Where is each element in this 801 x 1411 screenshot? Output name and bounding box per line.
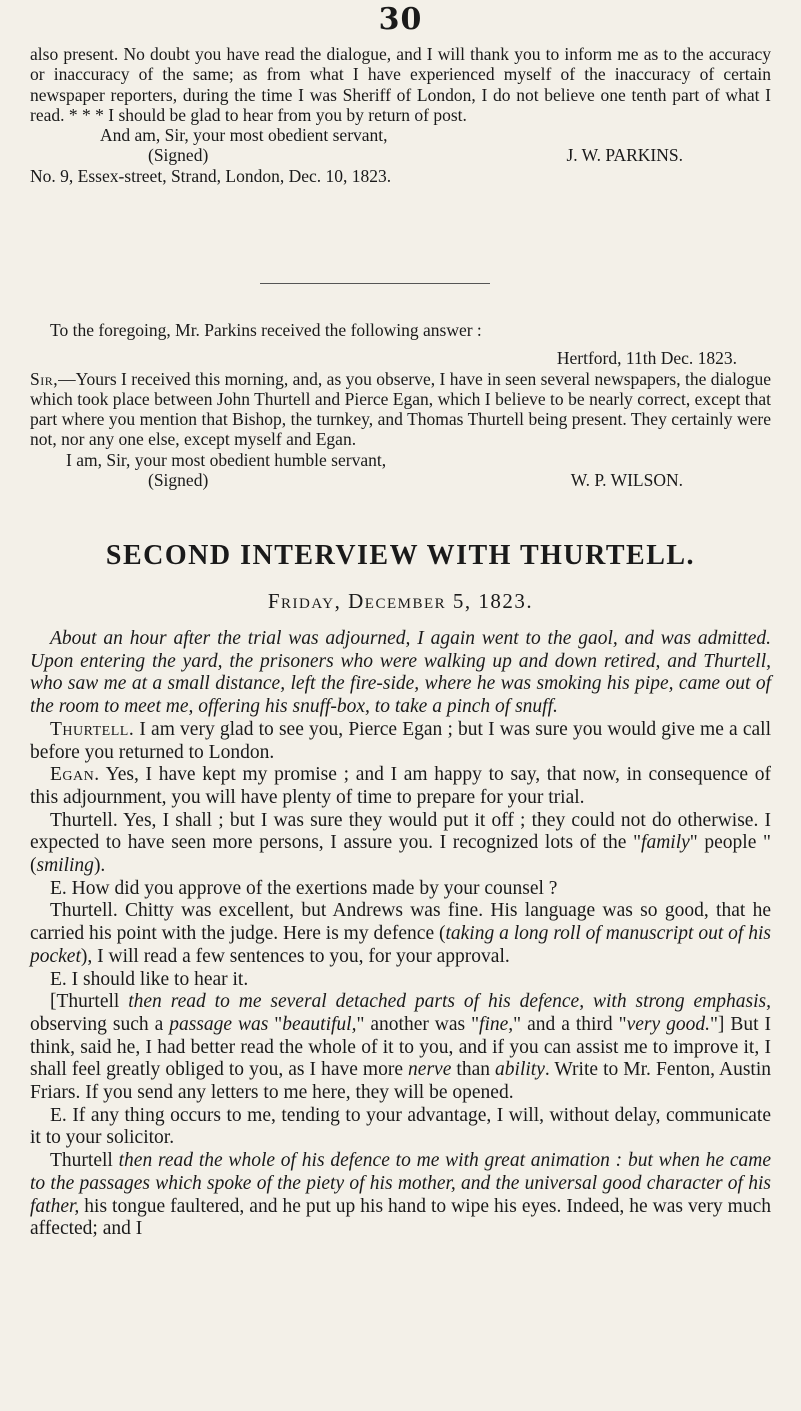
letter-wilson-body [30, 369, 771, 450]
dialogue-line [30, 878, 771, 901]
stage-direction [30, 628, 771, 719]
speech-emphasis: passage was [169, 1013, 269, 1035]
dialogue-line [30, 719, 771, 764]
speech: " and a third " [513, 1013, 627, 1035]
speech: observing such a [30, 1013, 170, 1035]
speech: his tongue faultered, and he put up his hand to wipe his eyes. Indeed, he was very much affected; and I [30, 1195, 771, 1240]
signature-wilson: W. P. WILSON. [570, 470, 683, 491]
speaker-e: E. [50, 968, 67, 990]
dialogue-line [30, 1150, 771, 1241]
speech: Yes, I shall ; but I was sure they would put it off ; they could not do otherwise. I expected to have seen more persons, I assure you. I recognized lots of the " [30, 809, 771, 854]
speech: than [451, 1059, 496, 1081]
speech-emphasis: nerve [408, 1059, 452, 1081]
answer-intro: To the foregoing, Mr. Parkins received the following answer : [50, 320, 482, 340]
dialogue-line [30, 764, 771, 809]
letter-wilson-place-date: Hertford, 11th Dec. 1823. [556, 348, 737, 369]
speech-emphasis: beautiful, [282, 1013, 357, 1035]
letter-parkins [30, 44, 771, 186]
speech: . Write to Mr. Fenton, Austin Friars. If you send any letters to me here, they will be opened. [30, 1059, 771, 1104]
speaker-e: E. [50, 1104, 67, 1126]
page-number: 30 [378, 2, 423, 37]
letter-wilson [30, 320, 771, 490]
speech: Thurtell [50, 1150, 119, 1172]
separator-rule [260, 283, 490, 284]
speech: How did you approve of the exertions made by your counsel ? [71, 877, 558, 899]
speaker-e: E. [50, 877, 67, 899]
speech-emphasis: taking a long roll of manuscript out of his pocket [30, 923, 771, 967]
speech: Chitty was excellent, but Andrews was fine. His language was so good, that he carried his point with the judge. Here is my defence ( [30, 900, 771, 945]
letter-parkins-signature-line [30, 145, 771, 165]
section-date: Friday, December 5, 1823. [267, 589, 534, 613]
speech: ). [93, 855, 106, 877]
speech: I am very glad to see you, Pierce Egan ; but I was sure you would give me a call before you returned to London. [30, 718, 771, 763]
speech: Yes, I have kept my promise ; and I am happy to say, that now, in consequence of this adjournment, you will have plenty of time to prepare for your trial. [30, 764, 771, 808]
speech: " people " ( [30, 832, 771, 877]
speech: "] But I think, said he, I had better read the whole of it to you, and if you can assist me to improve it, I shall feel greatly obliged to you, as I have more [30, 1013, 771, 1081]
letter-wilson-signature-line [30, 470, 771, 490]
speaker-thurtell: Thurtell. [50, 900, 118, 922]
speech-emphasis: then read the whole of his defence to me with great animation : but when he came to the passages which spoke of the piety of his mother, and the universal good character of his father, [30, 1150, 771, 1217]
signed-label: (Signed) [148, 145, 209, 166]
dialogue-line [30, 991, 771, 1105]
letter-parkins-body: also present. No doubt you have read the dialogue, and I will thank you to inform me as to the accuracy or inaccuracy of the same; as from what I have experienced myself of the inaccuracy of certain newspaper reporters, during the time I was Sheriff of London, I do not believe one tenth part of what I read. * * * I should be glad to hear from you by return of post. [30, 44, 771, 125]
speech: I should like to hear it. [71, 968, 249, 990]
speech-emphasis: then read to me several detached parts of his defence, with strong emphasis, [128, 991, 772, 1013]
speech-emphasis: very good. [626, 1013, 710, 1035]
speech-emphasis: family [641, 832, 690, 854]
stage-direction-text: About an hour after the trial was adjourned, I again went to the gaol, and was admitted. Upon entering the yard, the prisoners who were walking up and down retired, and Thurtell, who saw me at a small distance, left the fire-side, where he was smoking his pipe, came out of the room to meet me, offering his snuff-box, to take a pinch of snuff. [30, 628, 771, 718]
section-title: SECOND INTERVIEW WITH THURTELL. [105, 540, 696, 571]
speech: [Thurtell [50, 991, 129, 1013]
speech-emphasis: fine, [479, 1013, 514, 1035]
speech: If any thing occurs to me, tending to your advantage, I will, without delay, communicate it to your solicitor. [30, 1104, 771, 1149]
speech-emphasis: ability [495, 1059, 545, 1081]
speech: " [268, 1013, 283, 1035]
speech: " another was " [356, 1013, 480, 1035]
letter-parkins-address: No. 9, Essex-street, Strand, London, Dec. 10, 1823. [30, 165, 392, 186]
dialogue-line [30, 900, 771, 968]
interview-text [30, 628, 771, 1241]
speaker-thurtell: Thurtell. [50, 718, 135, 740]
signed-label: (Signed) [148, 470, 209, 491]
speech: ), I will read a few sentences to you, for your approval. [80, 945, 510, 967]
speaker-egan: Egan. [50, 764, 100, 786]
dialogue-line [30, 1105, 771, 1150]
letter-parkins-closing: And am, Sir, your most obedient servant, [100, 125, 388, 146]
salutation: Sir, [30, 368, 59, 389]
speech-emphasis: smiling [36, 855, 94, 877]
signature-parkins: J. W. PARKINS. [566, 145, 683, 166]
letter-wilson-closing: I am, Sir, your most obedient humble servant, [66, 449, 387, 470]
letter-wilson-text: —Yours I received this morning, and, as you observe, I have in seen several newspapers, the dialogue which took place between John Thurtell and Pierce Egan, which I believe to be nearly correct, except that part where you mention that Bishop, the turnkey, and Thomas Thurtell being present. They certainly were not, nor any one else, except myself and Egan. [30, 368, 771, 450]
dialogue-line [30, 810, 771, 878]
dialogue-line [30, 969, 771, 992]
speaker-thurtell: Thurtell. [50, 809, 118, 831]
